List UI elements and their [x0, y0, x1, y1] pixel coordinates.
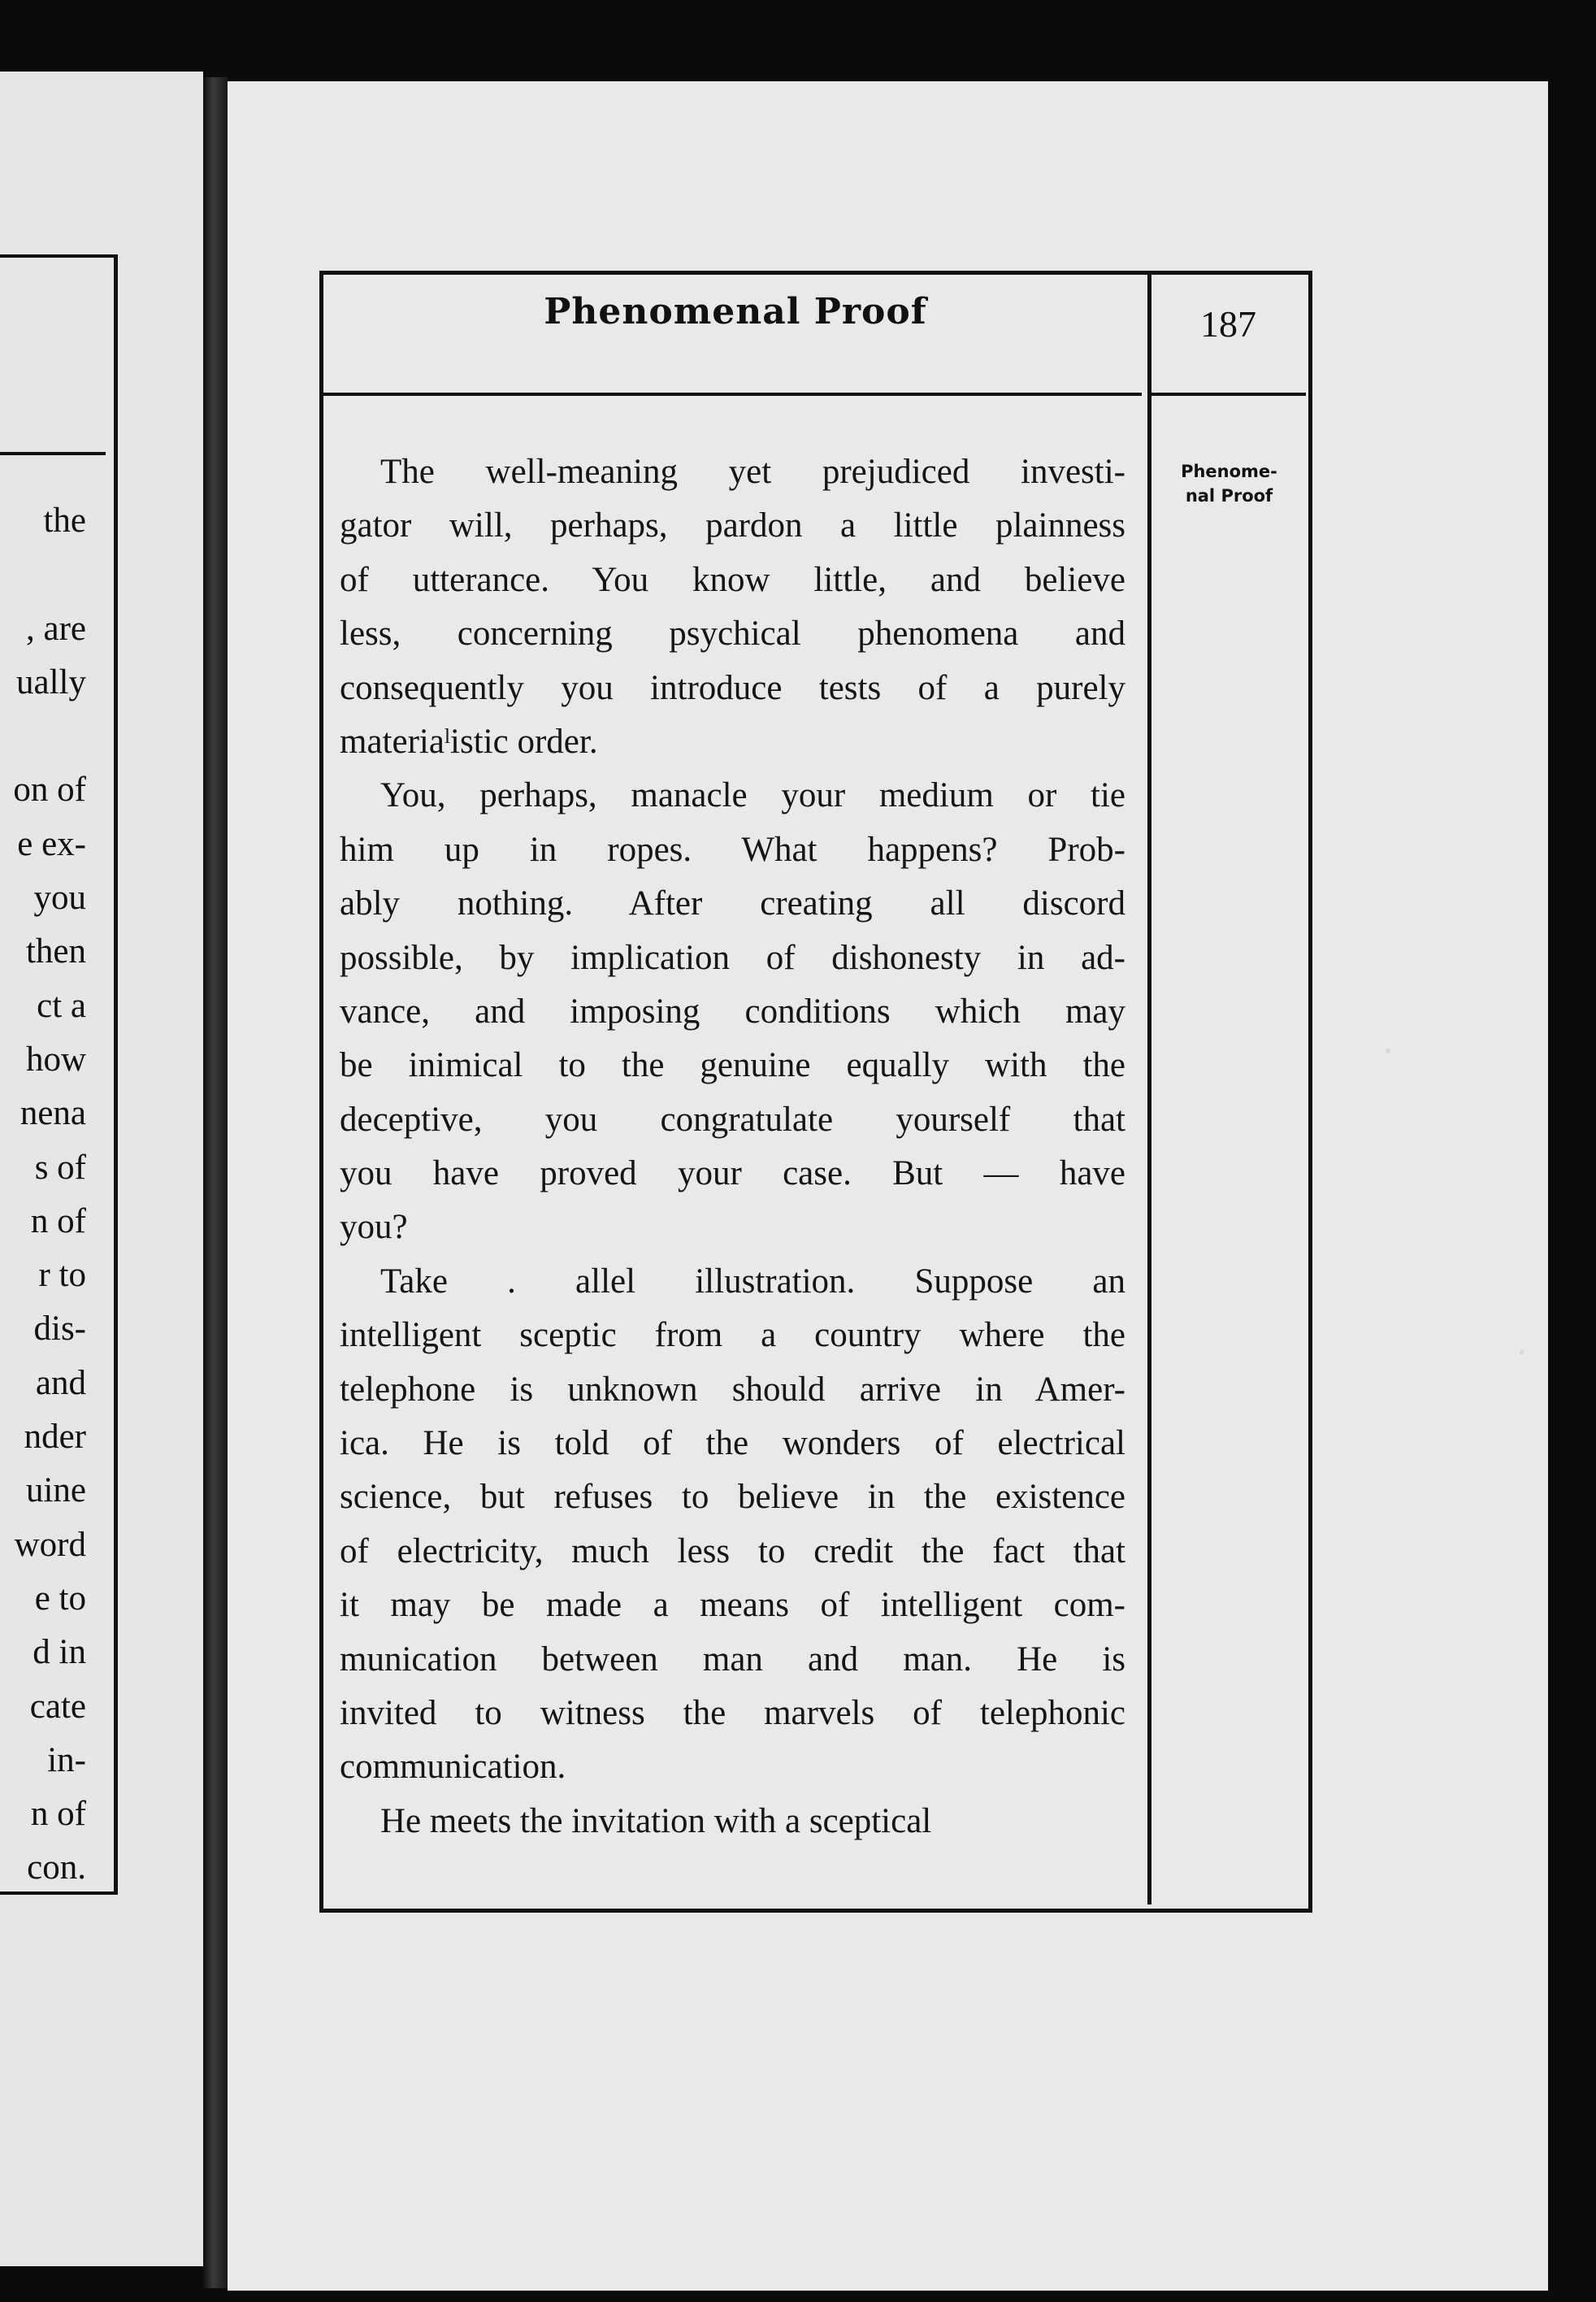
previous-page-line: r to — [38, 1256, 86, 1295]
previous-page-line: the — [43, 502, 86, 540]
previous-page-text — [0, 494, 86, 1896]
previous-page-line: , are — [26, 609, 86, 648]
text-line: him up in ropes. What happens? Prob- — [340, 830, 1125, 869]
text-line: you? — [340, 1208, 408, 1247]
running-head: Phenomenal Proof — [544, 291, 927, 332]
previous-page — [0, 72, 203, 2266]
margin-note-line: nal Proof — [1185, 486, 1273, 506]
previous-page-line: in- — [47, 1740, 86, 1779]
margin-note-line: Phenome- — [1181, 462, 1277, 481]
dust-speck — [1386, 1049, 1390, 1053]
previous-page-line: nder — [24, 1418, 86, 1457]
text-line: materiaˡistic order. — [340, 722, 598, 761]
text-line: you have proved your case. But — have — [340, 1154, 1125, 1193]
previous-page-line: nena — [20, 1094, 86, 1133]
previous-page-line: d in — [33, 1633, 86, 1672]
text-line: less, concerning psychical phenomena and — [340, 615, 1125, 654]
text-line: He meets the invitation with a sceptical — [380, 1801, 932, 1840]
text-line: science, but refuses to believe in the existence — [340, 1478, 1125, 1517]
previous-page-line: e to — [34, 1579, 86, 1618]
previous-page-header-rule — [0, 452, 106, 455]
previous-page-line: dis- — [33, 1310, 86, 1349]
text-line: You, perhaps, manacle your medium or tie — [380, 776, 1125, 815]
margin-header-rule — [1151, 393, 1306, 396]
text-line: vance, and imposing conditions which may — [340, 992, 1125, 1031]
text-line: The well-meaning yet prejudiced investi- — [380, 453, 1125, 491]
previous-page-line: how — [25, 1040, 86, 1079]
previous-page-line: and — [35, 1363, 86, 1402]
dust-speck — [1520, 1349, 1524, 1355]
text-line: ably nothing. After creating all discord — [340, 884, 1125, 923]
previous-page-line: then — [25, 932, 86, 971]
text-line: be inimical to the genuine equally with the — [340, 1046, 1125, 1085]
text-line: of electricity, much less to credit the fact that — [340, 1531, 1125, 1570]
text-line: consequently you introduce tests of a purely — [340, 668, 1125, 707]
paragraph — [340, 1795, 1125, 1848]
margin-column-divider — [1147, 271, 1151, 1905]
text-line: gator will, perhaps, pardon a little plainness — [340, 506, 1125, 545]
previous-page-line: e ex- — [17, 824, 86, 863]
previous-page-line: n of — [30, 1795, 86, 1834]
text-line: it may be made a means of intelligent com- — [340, 1586, 1125, 1625]
previous-page-line — [0, 548, 86, 602]
text-line: deceptive, you congratulate yourself that — [340, 1100, 1125, 1139]
previous-page-line: on of — [13, 771, 86, 810]
previous-page-line: you — [33, 879, 86, 918]
previous-page-line — [0, 710, 86, 763]
previous-page-line: ually — [16, 662, 86, 701]
page-edge-shadow — [1548, 65, 1596, 2302]
text-line: communication. — [340, 1748, 566, 1787]
previous-page-line: ct a — [37, 986, 86, 1025]
text-line: invited to witness the marvels of telephonic — [340, 1693, 1125, 1732]
paragraph — [340, 445, 1125, 769]
paragraph — [340, 1255, 1125, 1795]
book-gutter — [203, 77, 228, 2288]
margin-note — [1154, 459, 1304, 508]
text-line: Take . allel illustration. Suppose an — [380, 1262, 1125, 1301]
text-line: telephone is unknown should arrive in Amer- — [340, 1370, 1125, 1409]
previous-page-line: s of — [34, 1148, 86, 1187]
text-line: ica. He is told of the wonders of electrical — [340, 1424, 1125, 1463]
text-line: of utterance. You know little, and believe — [340, 560, 1125, 599]
previous-page-line: word — [14, 1525, 86, 1564]
text-line: intelligent sceptic from a country where the — [340, 1316, 1125, 1355]
previous-page-line: cate — [29, 1687, 86, 1726]
page-number: 187 — [1200, 303, 1256, 345]
text-line: possible, by implication of dishonesty in ad- — [340, 938, 1125, 977]
previous-page-line: con. — [27, 1848, 86, 1887]
header-rule — [319, 393, 1142, 396]
text-line: munication between man and man. He is — [340, 1640, 1125, 1679]
paragraph — [340, 769, 1125, 1255]
body-text — [340, 445, 1125, 1848]
previous-page-line: uine — [25, 1471, 86, 1510]
previous-page-line: n of — [30, 1201, 86, 1240]
